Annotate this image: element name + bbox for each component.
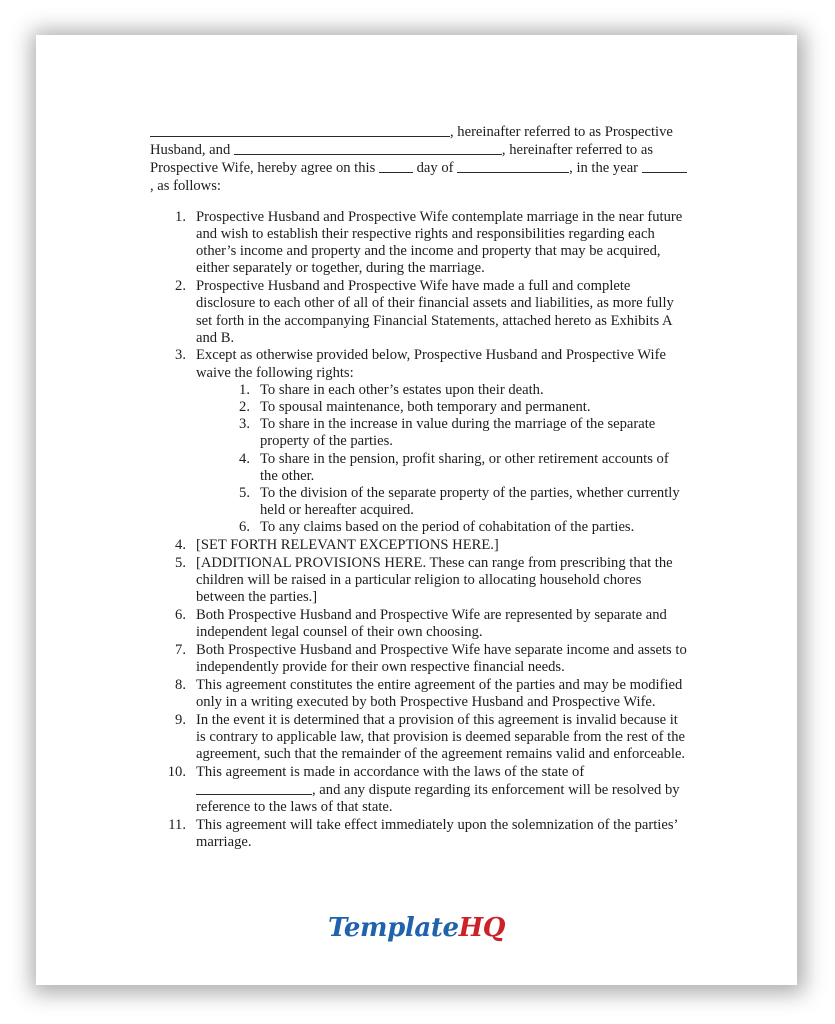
clause-item [150,817,690,851]
clause-text: [SET FORTH RELEVANT EXCEPTIONS HERE.] [196,537,499,554]
clause-text: Prospective Husband and Prospective Wife contemplate marriage in the near future and wish to establish their respective rights and responsibilities regarding each other’s income and property and the income and property that may be acquired, either separately or together, during the marriage. [196,208,683,277]
clause-text: This agreement constitutes the entire agreement of the parties and may be modified only in a writing executed by both Prospective Husband and Prospective Wife. [196,676,683,710]
blank-line-wife-name[interactable] [234,141,502,155]
subclause-item [222,451,690,485]
clause-number: 11. [168,816,186,833]
clause-number: 7. [175,641,186,658]
subclause-number: 3. [239,416,250,433]
blank-line-day[interactable] [379,159,413,173]
clause-item [150,677,690,711]
clause-text: This agreement will take effect immediately upon the solemnization of the parties’ marriage. [196,816,678,851]
clause-number: 5. [175,554,186,571]
clause-item [150,642,690,676]
document-page [36,35,797,985]
subclause-number: 4. [239,450,250,467]
intro-paragraph [150,123,690,195]
clause-item [150,712,690,764]
blank-line-husband-name[interactable] [150,123,450,137]
clause-number: 4. [175,537,186,554]
subclause-item [222,399,690,416]
subclause-number: 5. [239,485,250,502]
clause-item [150,607,690,641]
logo-text-template: Template [327,913,459,943]
clause-number: 1. [175,208,186,225]
clause-text: Except as otherwise provided below, Prospective Husband and Prospective Wife waive the following rights: [196,347,666,381]
clause-item [150,537,690,554]
logo-text-hq: HQ [458,913,506,943]
subclause-item [222,416,690,450]
subclause-text: To the division of the separate property of the parties, whether currently held or hereafter acquired. [260,485,680,519]
subclause-item [222,519,690,536]
subclause-item [222,485,690,519]
subclause-text: To any claims based on the period of cohabitation of the parties. [260,519,635,536]
subclause-text: To share in each other’s estates upon their death. [260,381,544,398]
clause-number: 6. [175,606,186,623]
clause-text: Both Prospective Husband and Prospective Wife are represented by separate and independent legal counsel of their own choosing. [196,606,667,641]
clause-item [150,555,690,607]
intro-segment-4: , in the year [569,160,639,177]
clause-item [150,347,690,536]
blank-line-year[interactable] [642,159,687,173]
templatehq-logo [36,913,797,943]
clause-number: 10. [167,763,186,780]
clause-item [150,209,690,278]
subclause-item [222,382,690,399]
clause-text-after-blank: , and any dispute regarding its enforcement will be resolved by reference to the laws of that state. [196,782,680,816]
clause-list [150,209,690,852]
subclause-text: To share in the increase in value during the marriage of the separate property of the parties. [260,416,656,450]
intro-segment-2: , hereinafter referred to as Prospective Wife, hereby agree on this [150,142,654,177]
clause-item [150,764,690,817]
blank-line-state[interactable] [196,781,312,795]
clause-item [150,278,690,347]
subclause-number: 2. [239,399,250,416]
clause-number: 9. [175,711,186,728]
blank-line-month[interactable] [457,159,569,173]
subclause-number: 6. [239,519,250,536]
intro-segment-5: , as follows: [150,177,221,194]
clause-text: Both Prospective Husband and Prospective Wife have separate income and assets to independently provide for their own respective financial needs. [196,641,687,676]
clause-text: Prospective Husband and Prospective Wife have made a full and complete disclosure to each other of all of their financial assets and liabilities, as more fully set forth in the accompanying Financial Statements, attached hereto as Exhibits A and B. [196,278,674,346]
clause-text-before-blank: This agreement is made in accordance with the laws of the state of [196,763,585,780]
document-body [150,123,690,852]
clause-number: 8. [175,676,186,693]
clause-text: [ADDITIONAL PROVISIONS HERE. These can range from prescribing that the children will be raised in a particular religion to allocating household chores between the parties.] [196,554,673,606]
intro-segment-1: , hereinafter referred to as Prospective Husband, and [150,124,673,159]
subclause-number: 1. [239,381,250,398]
waived-rights-sublist [196,382,690,537]
clause-text: In the event it is determined that a provision of this agreement is invalid because it is contrary to applicable law, that provision is deemed separable from the rest of the agreement, such that the remainder of the agreement remains valid and enforceable. [196,711,686,763]
subclause-text: To share in the pension, profit sharing, or other retirement accounts of the other. [260,450,669,484]
intro-segment-3: day of [416,160,454,177]
subclause-text: To spousal maintenance, both temporary and permanent. [260,399,591,416]
clause-number: 2. [175,278,186,295]
clause-number: 3. [175,347,186,364]
